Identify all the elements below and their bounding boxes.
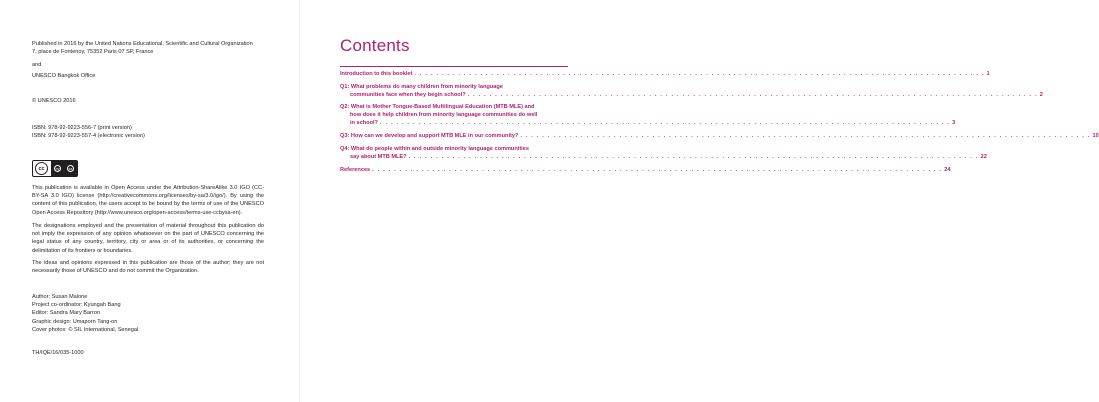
toc-entry-q2[interactable]: Q2: What is Mother Tongue-Based Multilingual Education (MTB MLE) and how does it help children from minority language communities do well in school? . . . 3 [340,104,568,127]
toc-page-number: 3 [952,119,956,126]
credit-photos: Cover photos: © SIL International, Senegal [32,326,139,333]
toc-page-number: 10 [1092,133,1099,139]
ideas-text: The ideas and opinions expressed in this publication are those of the author; they are not necessarily those of UNESCO and do not commit the Organization. [32,260,264,275]
credit-coordinator: Project co-ordinator: Kyungah Bang [32,302,121,309]
cc-icon: cc [35,162,48,175]
credit-design: Graphic design: Umaporn Tang-on [32,318,118,325]
and-text: and [32,62,42,68]
designations-text: The designations employed and the presentation of material throughout this publication do not imply the expression of any opinion whatsoever on the part of UNESCO concerning the legal status of any country, territory, city or area or of its authorities, or concerning the delimitation of its frontiers or boundaries. [32,223,264,254]
toc-entry-q1[interactable]: Q1: What problems do many children from minority language communities face when they begin school? . . . 2 [340,84,568,100]
isbn-electronic: ISBN: 978-92-9223-557-4 (electronic version) [32,133,145,140]
license-text: This publication is available in Open Access under the Attribution-ShareAlike 3.0 IGO (CC-BY-SA 3.0 IGO) license (http://creativecommons.org/licenses/by-sa/3.0/igo/). By using the content of this publication, the users accept to be bound by the terms of use of the UNESCO Open Access Repository (http://www.unesco.org/open-access/terms-use-ccbysa-en). [32,185,264,216]
contents-title: Contents [340,36,410,55]
credit-editor: Editor: Sandra Mary Barron [32,310,101,317]
cc-by-sa-icon [32,160,78,177]
toc-page-number: 24 [944,167,951,173]
document-code: TH/IQE/16/035-1000 [32,350,84,356]
title-rule [340,66,568,67]
right-page [300,0,1099,402]
left-page [0,0,300,402]
toc-entry-introduction[interactable]: Introduction to this booklet . . . 1 [340,71,568,79]
copublisher: UNESCO Bangkok Office [32,73,96,79]
copyright: © UNESCO 2016 [32,98,76,104]
by-icon: by [55,166,60,171]
isbn-print: ISBN: 978-92-9223-556-7 (print version) [32,125,132,131]
isbn-block [32,124,264,140]
toc-entry-q4[interactable]: Q4: What do people within and outside minority language communities say about MTB MLE? . . . 22 [340,146,568,162]
credits [32,293,264,334]
toc-entry-q3[interactable]: Q3: How can we develop and support MTB MLE in our community? . . . 10 [340,133,568,141]
publisher-address: 7, place de Fontenoy, 75352 Paris 07 SP, France [32,49,154,56]
toc-page-number: 1 [986,71,990,77]
credit-author: Author: Susan Malone [32,294,88,300]
publisher-info [32,40,264,56]
publisher-line: Published in 2016 by the United Nations Educational, Scientific and Cultural Organization [32,41,253,47]
toc-page-number: 2 [1039,91,1043,98]
sa-icon: sa [68,166,73,171]
toc-entry-references[interactable]: References . . . 24 [340,167,568,175]
toc-page-number: 22 [980,153,987,160]
